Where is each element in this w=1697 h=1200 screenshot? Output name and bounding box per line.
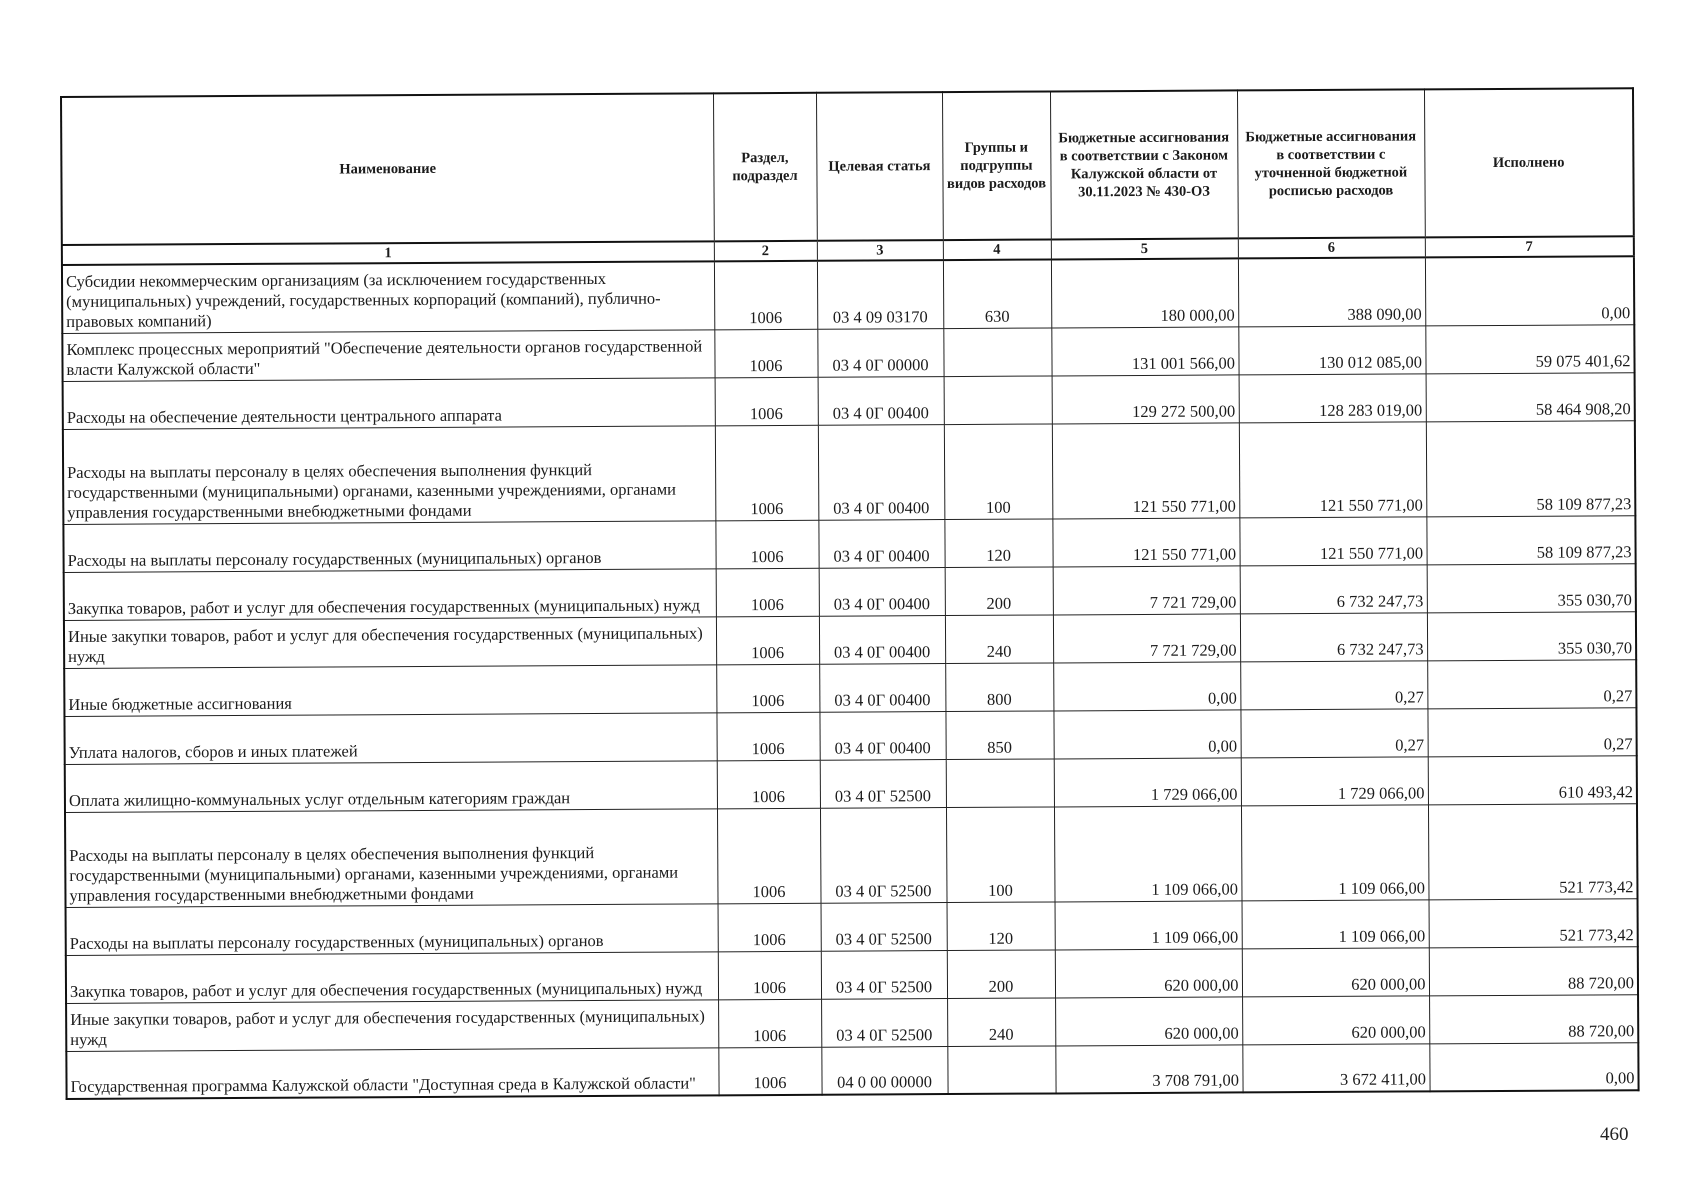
table-row (62, 324, 1634, 381)
row-group: 100 (944, 423, 1053, 519)
row-refined-amount: 3 672 411,00 (1242, 1043, 1429, 1092)
row-name: Закупка товаров, работ и услуг для обеспечения государственных (муниципальных) нужд (64, 568, 716, 620)
row-executed-amount: 521 773,42 (1429, 898, 1638, 947)
row-target: 03 4 0Г 00000 (817, 328, 943, 377)
row-name: Закупка товаров, работ и услуг для обеспечения государственных (муниципальных) нужд (66, 951, 718, 1003)
column-number: 1 (62, 241, 714, 265)
row-law-amount: 180 000,00 (1051, 258, 1238, 327)
row-name: Расходы на выплаты персоналу государственных (муниципальных) органов (66, 903, 718, 955)
header-refined: Бюджетные ассигнования в соответствии с уточненной бюджетной росписью расходов (1237, 89, 1425, 238)
row-executed-amount: 610 493,42 (1428, 755, 1637, 804)
row-executed-amount: 521 773,42 (1428, 803, 1638, 899)
row-executed-amount: 0,00 (1425, 256, 1634, 325)
row-group (943, 327, 1051, 376)
row-target: 03 4 0Г 52500 (821, 902, 947, 951)
row-refined-amount: 6 732 247,73 (1240, 564, 1427, 613)
table-row (66, 994, 1638, 1051)
row-executed-amount: 0,27 (1427, 707, 1636, 756)
row-executed-amount: 0,27 (1427, 659, 1636, 708)
column-number: 7 (1425, 236, 1634, 257)
row-executed-amount: 59 075 401,62 (1425, 324, 1634, 373)
header-law: Бюджетные ассигнования в соответствии с Законом Калужской области от 30.11.2023 № 430-ОЗ (1050, 90, 1238, 239)
header-section: Раздел, подраздел (713, 93, 817, 242)
row-law-amount: 620 000,00 (1055, 948, 1242, 997)
row-name: Комплекс процессных мероприятий "Обеспечение деятельности органов государственной власти Калужской области" (62, 329, 714, 381)
header-row (61, 88, 1634, 245)
row-target: 03 4 0Г 52500 (820, 807, 947, 903)
row-target: 03 4 0Г 00400 (819, 615, 945, 664)
table-row (63, 515, 1635, 572)
row-law-amount: 7 721 729,00 (1053, 613, 1240, 662)
row-law-amount: 1 109 066,00 (1055, 900, 1242, 949)
row-section: 1006 (716, 616, 819, 665)
budget-table-sheet (60, 87, 1638, 1100)
row-target: 03 4 0Г 00400 (819, 711, 945, 760)
row-target: 03 4 0Г 00400 (819, 567, 945, 616)
row-refined-amount: 6 732 247,73 (1240, 612, 1427, 661)
row-executed-amount: 88 720,00 (1429, 946, 1638, 995)
row-refined-amount: 0,27 (1240, 708, 1427, 757)
row-refined-amount: 128 283 019,00 (1239, 373, 1426, 422)
row-law-amount: 131 001 566,00 (1051, 326, 1238, 375)
row-executed-amount: 355 030,70 (1427, 611, 1636, 660)
row-name: Расходы на выплаты персоналу в целях обеспечения выполнения функций государственными (муниципальными) органами, казенными учреждениями, органами управления государственными внебюджетными фондами (65, 808, 718, 907)
header-groups: Группы и подгруппы видов расходов (942, 91, 1051, 240)
row-refined-amount: 1 109 066,00 (1242, 899, 1429, 948)
row-law-amount: 121 550 771,00 (1052, 517, 1239, 566)
row-law-amount: 0,00 (1053, 709, 1240, 758)
row-group: 850 (945, 710, 1053, 759)
table-row (65, 755, 1637, 812)
row-name: Иные закупки товаров, работ и услуг для обеспечения государственных (муниципальных) нужд (64, 616, 716, 668)
row-name: Расходы на выплаты персоналу в целях обеспечения выполнения функций государственными (муниципальными) органами, казенными учреждениями, органами управления государственными внебюджетными фондами (63, 425, 716, 524)
row-section: 1006 (718, 999, 821, 1048)
row-group (947, 1045, 1055, 1094)
row-target: 03 4 0Г 00400 (818, 519, 944, 568)
row-target: 03 4 09 03170 (817, 260, 943, 329)
row-name: Государственная программа Калужской области "Доступная среда в Калужской области" (66, 1047, 718, 1099)
row-section: 1006 (715, 520, 818, 569)
row-name: Иные закупки товаров, работ и услуг для обеспечения государственных (муниципальных) нужд (66, 999, 718, 1051)
row-refined-amount: 121 550 771,00 (1239, 516, 1426, 565)
row-name: Расходы на выплаты персоналу государственных (муниципальных) органов (63, 520, 715, 572)
row-executed-amount: 58 109 877,23 (1426, 420, 1636, 516)
row-target: 03 4 0Г 52500 (820, 759, 946, 808)
row-refined-amount: 0,27 (1240, 660, 1427, 709)
table-row (66, 946, 1638, 1003)
row-executed-amount: 88 720,00 (1429, 994, 1638, 1043)
row-target: 04 0 00 00000 (821, 1046, 947, 1095)
row-refined-amount: 388 090,00 (1238, 257, 1425, 326)
row-group: 240 (945, 614, 1053, 663)
row-section: 1006 (717, 760, 820, 809)
row-law-amount: 121 550 771,00 (1052, 422, 1240, 518)
column-number: 4 (943, 239, 1051, 260)
column-number: 3 (817, 240, 943, 261)
row-section: 1006 (714, 261, 817, 330)
row-section: 1006 (718, 951, 821, 1000)
row-refined-amount: 121 550 771,00 (1239, 421, 1427, 517)
row-refined-amount: 1 729 066,00 (1241, 756, 1428, 805)
table-row (66, 898, 1638, 955)
table-row (63, 420, 1636, 524)
row-section: 1006 (716, 712, 819, 761)
row-executed-amount: 0,00 (1429, 1042, 1638, 1091)
budget-table (60, 87, 1640, 1100)
row-refined-amount: 620 000,00 (1242, 995, 1429, 1044)
header-target: Целевая статья (816, 92, 943, 241)
row-law-amount: 1 109 066,00 (1054, 805, 1242, 901)
row-law-amount: 7 721 729,00 (1053, 565, 1240, 614)
row-group: 120 (947, 901, 1055, 950)
row-law-amount: 1 729 066,00 (1054, 757, 1241, 806)
row-refined-amount: 130 012 085,00 (1238, 325, 1425, 374)
row-name: Уплата налогов, сборов и иных платежей (64, 712, 716, 764)
row-executed-amount: 355 030,70 (1427, 563, 1636, 612)
column-number: 6 (1238, 237, 1425, 258)
row-group: 630 (943, 259, 1051, 328)
table-row (63, 372, 1635, 429)
table-row (66, 1042, 1638, 1099)
row-section: 1006 (715, 425, 819, 521)
row-law-amount: 3 708 791,00 (1055, 1044, 1242, 1093)
table-row (64, 563, 1636, 620)
header-executed: Исполнено (1424, 88, 1634, 237)
row-target: 03 4 0Г 00400 (818, 424, 945, 520)
table-row (64, 659, 1636, 716)
row-refined-amount: 1 109 066,00 (1241, 804, 1429, 900)
row-section: 1006 (715, 377, 818, 426)
row-name: Субсидии некоммерческим организациям (за исключением государственных (муниципальных) учреждений, государственных корпораций (компаний), публично-правовых компаний) (62, 261, 714, 333)
row-section: 1006 (718, 903, 821, 952)
row-name: Оплата жилищно-коммунальных услуг отдельным категориям граждан (65, 760, 717, 812)
row-section: 1006 (714, 329, 817, 378)
row-target: 03 4 0Г 52500 (821, 998, 947, 1047)
row-law-amount: 0,00 (1053, 661, 1240, 710)
page-number: 460 (1600, 1124, 1629, 1145)
row-group: 240 (947, 997, 1055, 1046)
row-name: Иные бюджетные ассигнования (64, 664, 716, 716)
row-group (946, 758, 1054, 807)
row-executed-amount: 58 109 877,23 (1426, 515, 1635, 564)
row-executed-amount: 58 464 908,20 (1426, 372, 1635, 421)
table-row (62, 256, 1634, 333)
row-name: Расходы на обеспечение деятельности центрального аппарата (63, 377, 715, 429)
row-section: 1006 (716, 568, 819, 617)
row-section: 1006 (717, 808, 821, 904)
row-law-amount: 129 272 500,00 (1052, 374, 1239, 423)
row-group: 100 (946, 806, 1055, 902)
table-row (64, 611, 1636, 668)
row-group: 200 (945, 566, 1053, 615)
row-group (944, 375, 1052, 424)
column-number: 2 (714, 241, 817, 262)
row-law-amount: 620 000,00 (1055, 996, 1242, 1045)
row-refined-amount: 620 000,00 (1242, 947, 1429, 996)
row-group: 120 (944, 518, 1052, 567)
row-target: 03 4 0Г 00400 (819, 663, 945, 712)
row-section: 1006 (716, 664, 819, 713)
row-section: 1006 (718, 1047, 821, 1096)
row-group: 200 (947, 949, 1055, 998)
row-group: 800 (945, 662, 1053, 711)
column-number: 5 (1051, 238, 1238, 259)
table-row (65, 803, 1638, 907)
table-row (64, 707, 1636, 764)
row-target: 03 4 0Г 52500 (821, 950, 947, 999)
row-target: 03 4 0Г 00400 (818, 376, 944, 425)
header-name: Наименование (61, 93, 714, 245)
